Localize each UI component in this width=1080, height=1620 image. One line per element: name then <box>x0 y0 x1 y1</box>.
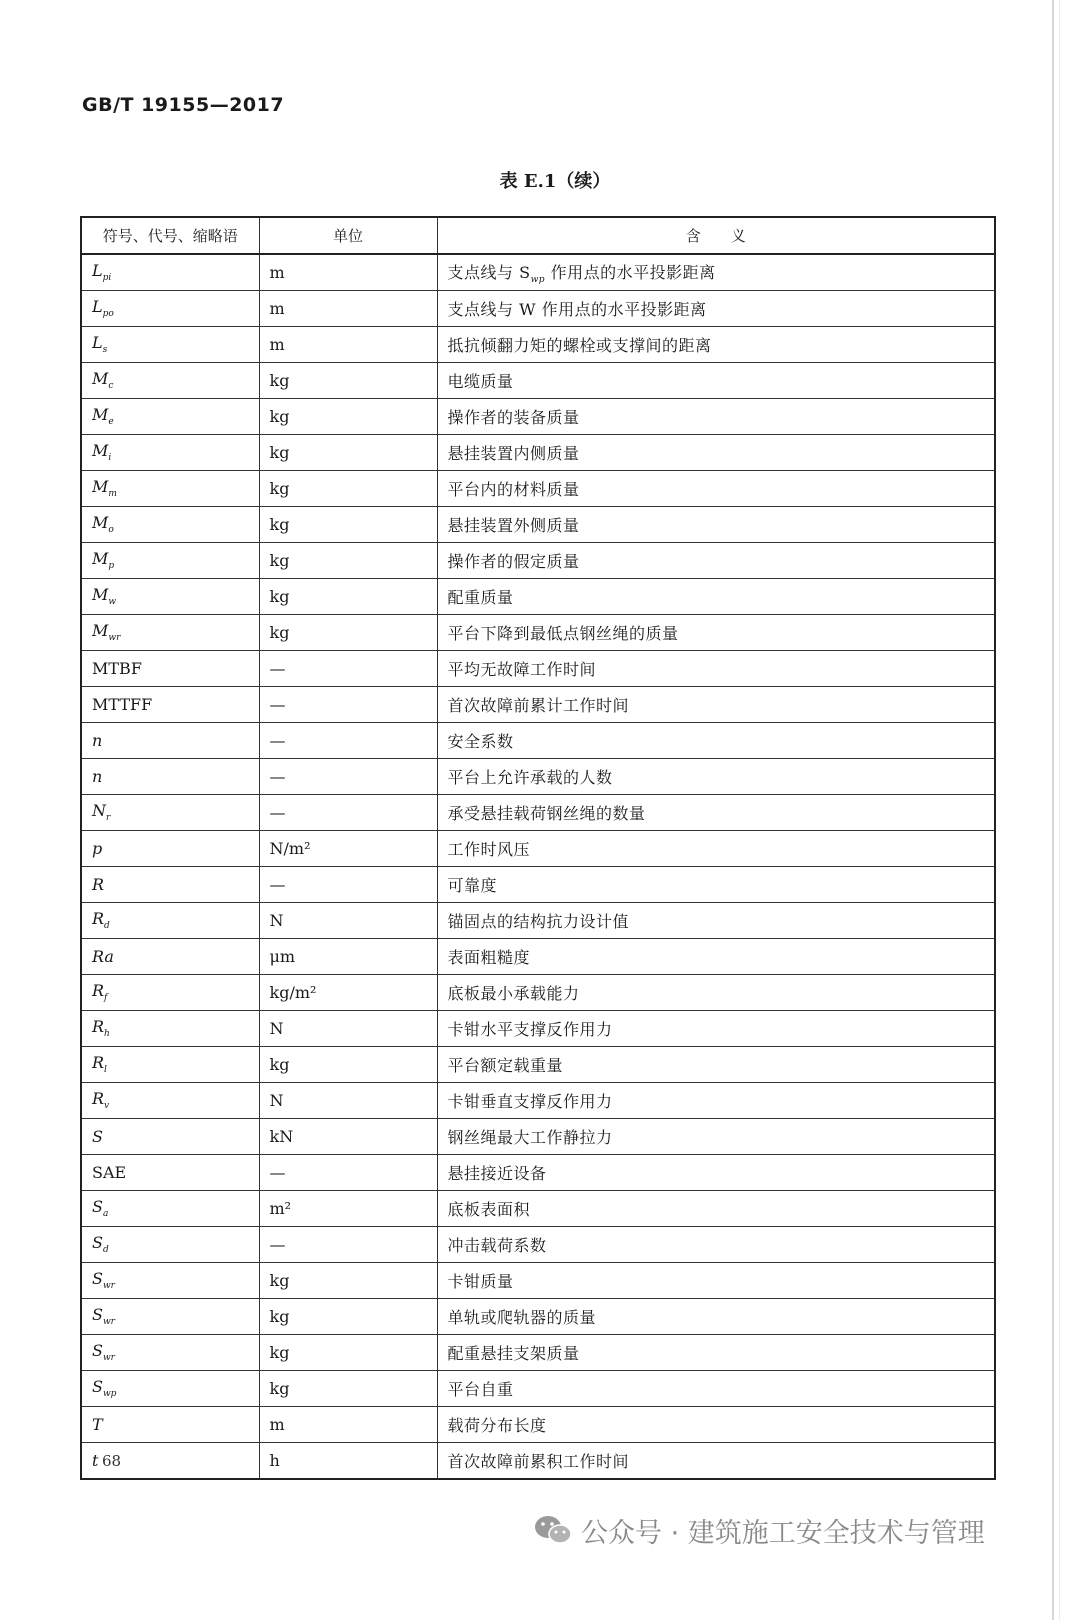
symbol-cell: S <box>81 1119 259 1155</box>
table-row <box>81 579 995 615</box>
meaning-cell: 平均无故障工作时间 <box>437 651 995 687</box>
table-body <box>81 254 995 1479</box>
unit-cell: kg <box>259 1335 437 1371</box>
table-row <box>81 291 995 327</box>
symbol-cell: $M_{wr}$ <box>81 615 259 651</box>
symbol-cell: t <box>81 1443 259 1480</box>
unit-cell: kg <box>259 1371 437 1407</box>
table-row <box>81 507 995 543</box>
meaning-cell: 锚固点的结构抗力设计值 <box>437 903 995 939</box>
table-row <box>81 615 995 651</box>
unit-cell: m <box>259 254 437 291</box>
table-row <box>81 1191 995 1227</box>
unit-cell: kg <box>259 471 437 507</box>
meaning-cell: 首次故障前累计工作时间 <box>437 687 995 723</box>
unit-cell: — <box>259 1155 437 1191</box>
symbol-cell: $L_{pi}$ <box>81 254 259 291</box>
standard-code: GB/T 19155—2017 <box>82 94 285 116</box>
table-row <box>81 1407 995 1443</box>
symbol-cell: $R_h$ <box>81 1011 259 1047</box>
meaning-cell: 平台下降到最低点钢丝绳的质量 <box>437 615 995 651</box>
symbol-cell: $S_{wr}$ <box>81 1263 259 1299</box>
meaning-cell: 电缆质量 <box>437 363 995 399</box>
page-number: 68 <box>102 1452 122 1470</box>
symbol-cell: SAE <box>81 1155 259 1191</box>
symbol-cell: $S_{wr}$ <box>81 1335 259 1371</box>
table-row <box>81 327 995 363</box>
table-header-row <box>81 217 995 254</box>
unit-cell: kN <box>259 1119 437 1155</box>
unit-cell: N <box>259 903 437 939</box>
unit-cell: μm <box>259 939 437 975</box>
meaning-cell: 工作时风压 <box>437 831 995 867</box>
table-row <box>81 435 995 471</box>
unit-cell: — <box>259 759 437 795</box>
unit-cell: kg <box>259 615 437 651</box>
page-edge-line <box>1059 0 1060 1620</box>
table-row <box>81 363 995 399</box>
table-title: 表 E.1（续） <box>499 171 611 192</box>
unit-cell: h <box>259 1443 437 1480</box>
meaning-cell: 悬挂装置外侧质量 <box>437 507 995 543</box>
meaning-cell: 操作者的假定质量 <box>437 543 995 579</box>
meaning-cell: 安全系数 <box>437 723 995 759</box>
unit-cell: kg <box>259 1263 437 1299</box>
table-row <box>81 687 995 723</box>
table-row <box>81 1155 995 1191</box>
table-row <box>81 1047 995 1083</box>
table-row <box>81 651 995 687</box>
meaning-cell: 配重悬挂支架质量 <box>437 1335 995 1371</box>
meaning-cell: 悬挂接近设备 <box>437 1155 995 1191</box>
meaning-cell: 支点线与 $S_{wp}$ 作用点的水平投影距离 <box>437 254 995 291</box>
symbol-cell: $S_{wp}$ <box>81 1371 259 1407</box>
table-row <box>81 1119 995 1155</box>
symbol-cell: Ra <box>81 939 259 975</box>
table-row <box>81 867 995 903</box>
symbol-cell: $M_m$ <box>81 471 259 507</box>
meaning-cell: 表面粗糙度 <box>437 939 995 975</box>
unit-cell: m <box>259 1407 437 1443</box>
symbol-cell: MTTFF <box>81 687 259 723</box>
unit-cell: m <box>259 291 437 327</box>
unit-cell: — <box>259 795 437 831</box>
unit-cell: kg <box>259 543 437 579</box>
meaning-cell: 冲击载荷系数 <box>437 1227 995 1263</box>
meaning-cell: 载荷分布长度 <box>437 1407 995 1443</box>
table-row <box>81 723 995 759</box>
symbol-cell: n <box>81 723 259 759</box>
symbol-cell: $M_p$ <box>81 543 259 579</box>
symbol-cell: n <box>81 759 259 795</box>
table-row <box>81 1299 995 1335</box>
table-row <box>81 1335 995 1371</box>
unit-cell: N/m² <box>259 831 437 867</box>
meaning-cell: 卡钳垂直支撑反作用力 <box>437 1083 995 1119</box>
unit-cell: — <box>259 723 437 759</box>
unit-cell: m <box>259 327 437 363</box>
table-row <box>81 1263 995 1299</box>
table-row <box>81 254 995 291</box>
meaning-cell: 底板最小承载能力 <box>437 975 995 1011</box>
wechat-icon <box>533 1514 573 1546</box>
table-row <box>81 939 995 975</box>
column-header-meaning: 含 义 <box>437 217 995 254</box>
meaning-cell: 抵抗倾翻力矩的螺栓或支撑间的距离 <box>437 327 995 363</box>
unit-cell: — <box>259 687 437 723</box>
meaning-cell: 支点线与 W 作用点的水平投影距离 <box>437 291 995 327</box>
symbol-cell: $S_d$ <box>81 1227 259 1263</box>
meaning-cell: 卡钳水平支撑反作用力 <box>437 1011 995 1047</box>
symbol-cell: $L_s$ <box>81 327 259 363</box>
table-row <box>81 1371 995 1407</box>
symbol-cell: MTBF <box>81 651 259 687</box>
symbol-cell: $R_v$ <box>81 1083 259 1119</box>
unit-cell: — <box>259 867 437 903</box>
unit-cell: kg <box>259 363 437 399</box>
page-edge-shadow <box>1052 0 1054 1620</box>
meaning-cell: 承受悬挂载荷钢丝绳的数量 <box>437 795 995 831</box>
meaning-cell: 卡钳质量 <box>437 1263 995 1299</box>
symbol-cell: $R_f$ <box>81 975 259 1011</box>
symbol-cell: $L_{po}$ <box>81 291 259 327</box>
symbol-cell: $M_o$ <box>81 507 259 543</box>
meaning-cell: 平台自重 <box>437 1371 995 1407</box>
unit-cell: N <box>259 1083 437 1119</box>
symbol-cell: $M_i$ <box>81 435 259 471</box>
table-row <box>81 399 995 435</box>
symbol-cell: $M_c$ <box>81 363 259 399</box>
meaning-cell: 悬挂装置内侧质量 <box>437 435 995 471</box>
symbol-cell: T <box>81 1407 259 1443</box>
symbol-cell: $R_d$ <box>81 903 259 939</box>
table-row <box>81 1083 995 1119</box>
table-row <box>81 1011 995 1047</box>
symbol-cell: $N_r$ <box>81 795 259 831</box>
unit-cell: kg <box>259 507 437 543</box>
symbol-cell: $S_{wr}$ <box>81 1299 259 1335</box>
meaning-cell: 钢丝绳最大工作静拉力 <box>437 1119 995 1155</box>
symbol-cell: p <box>81 831 259 867</box>
column-header-unit: 单位 <box>259 217 437 254</box>
table-row <box>81 831 995 867</box>
table-row <box>81 975 995 1011</box>
table-row <box>81 471 995 507</box>
symbol-cell: R <box>81 867 259 903</box>
meaning-cell: 单轨或爬轨器的质量 <box>437 1299 995 1335</box>
meaning-cell: 平台额定载重量 <box>437 1047 995 1083</box>
watermark-text: 公众号 · 建筑施工安全技术与管理 <box>581 1517 985 1549</box>
unit-cell: — <box>259 651 437 687</box>
table-row <box>81 543 995 579</box>
symbol-cell: $M_w$ <box>81 579 259 615</box>
meaning-cell: 可靠度 <box>437 867 995 903</box>
meaning-cell: 平台内的材料质量 <box>437 471 995 507</box>
unit-cell: N <box>259 1011 437 1047</box>
unit-cell: kg <box>259 435 437 471</box>
unit-cell: kg <box>259 1047 437 1083</box>
unit-cell: kg <box>259 399 437 435</box>
unit-cell: kg <box>259 579 437 615</box>
meaning-cell: 平台上允许承载的人数 <box>437 759 995 795</box>
symbol-cell: $M_e$ <box>81 399 259 435</box>
table-row <box>81 903 995 939</box>
meaning-cell: 底板表面积 <box>437 1191 995 1227</box>
unit-cell: m² <box>259 1191 437 1227</box>
table-row <box>81 759 995 795</box>
symbols-table <box>80 216 996 1480</box>
table-row <box>81 1227 995 1263</box>
unit-cell: kg <box>259 1299 437 1335</box>
table-row <box>81 1443 995 1480</box>
table-row <box>81 795 995 831</box>
watermark <box>533 1510 985 1550</box>
symbol-cell: $S_a$ <box>81 1191 259 1227</box>
unit-cell: kg/m² <box>259 975 437 1011</box>
meaning-cell: 操作者的装备质量 <box>437 399 995 435</box>
unit-cell: — <box>259 1227 437 1263</box>
symbol-cell: $R_l$ <box>81 1047 259 1083</box>
meaning-cell: 配重质量 <box>437 579 995 615</box>
meaning-cell: 首次故障前累积工作时间 <box>437 1443 995 1480</box>
column-header-symbol: 符号、代号、缩略语 <box>81 217 259 254</box>
